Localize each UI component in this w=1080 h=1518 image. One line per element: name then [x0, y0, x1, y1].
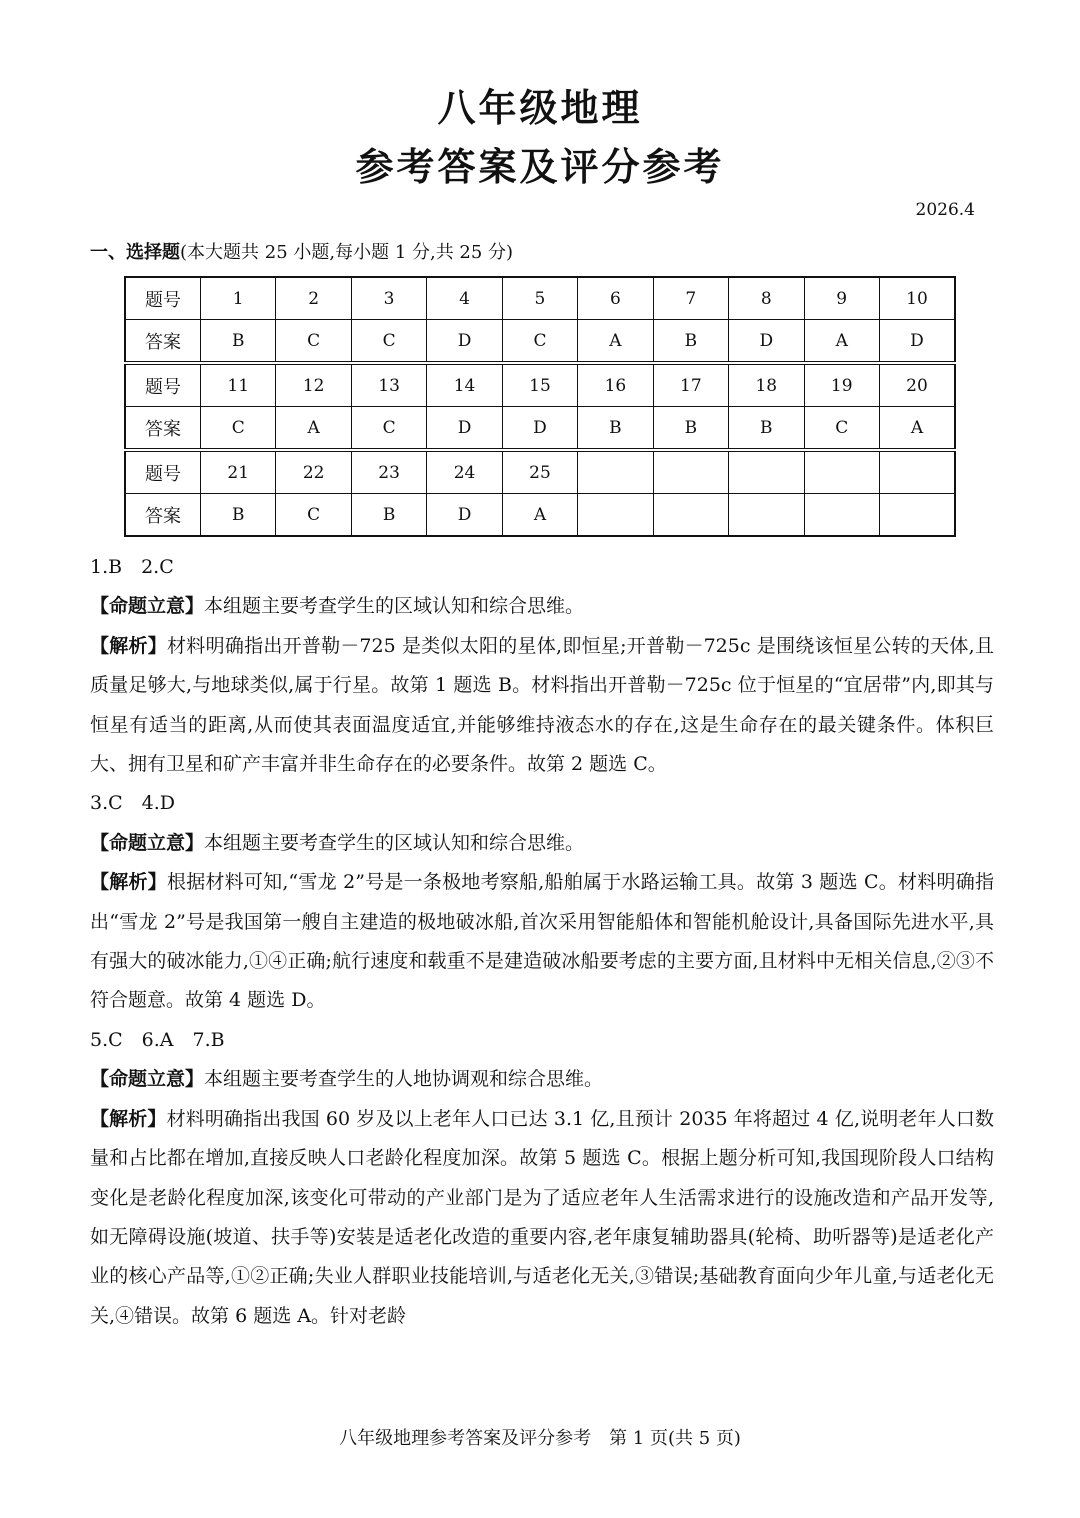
answer-cell: D: [729, 320, 804, 364]
answer-cell: B: [578, 407, 653, 451]
section-title: 一、选择题: [90, 242, 180, 263]
question-number-cell: 1: [201, 277, 276, 320]
question-number-cell: [729, 450, 804, 494]
question-number-cell: 13: [351, 363, 426, 407]
group1-analysis: [90, 627, 994, 785]
answer-cell: A: [879, 407, 955, 451]
answer-cell: A: [276, 407, 351, 451]
answer-cell: C: [804, 407, 879, 451]
question-number-cell: 5: [502, 277, 577, 320]
answer-cell: C: [502, 320, 577, 364]
question-number-cell: 21: [201, 450, 276, 494]
answer-cell: D: [427, 407, 502, 451]
group2-intent-text: 本组题主要考查学生的区域认知和综合思维。: [204, 831, 585, 854]
group2-analysis: [90, 863, 994, 1021]
question-row: [125, 363, 955, 407]
group1-intent: [90, 587, 994, 626]
question-number-cell: 12: [276, 363, 351, 407]
question-row: [125, 450, 955, 494]
question-number-cell: 8: [729, 277, 804, 320]
question-number-cell: 2: [276, 277, 351, 320]
question-number-cell: 14: [427, 363, 502, 407]
answer-cell: B: [351, 494, 426, 537]
question-number-cell: 4: [427, 277, 502, 320]
answer-cell: A: [502, 494, 577, 537]
answer-row: [125, 407, 955, 451]
group1-analysis-text: 材料明确指出开普勒－725 是类似太阳的星体,即恒星;开普勒－725c 是围绕该恒星公转的天体,且质量足够大,与地球类似,属于行星。故第 1 题选 B。材料指出开普勒－725c 位于恒星的“宜居带”内,即其与恒星有适当的距离,从而使其表面温度适宜,并能够维持液态水的存在,这是生命存在的最关键条件。体积巨大、拥有卫星和矿产丰富并非生命存在的必要条件。故第 2 题选 C。: [90, 634, 994, 776]
question-number-cell: 7: [653, 277, 728, 320]
question-number-cell: [879, 450, 955, 494]
question-row-label: 题号: [125, 277, 201, 320]
section-note: (本大题共 25 小题,每小题 1 分,共 25 分): [180, 242, 514, 263]
question-number-cell: 6: [578, 277, 653, 320]
page-footer: 八年级地理参考答案及评分参考 第 1 页(共 5 页): [339, 1428, 741, 1449]
page-subtitle: 参考答案及评分参考: [355, 145, 725, 189]
answer-cell: B: [729, 407, 804, 451]
question-number-cell: 22: [276, 450, 351, 494]
answer-row-label: 答案: [125, 407, 201, 451]
intent-tag: 【命题立意】: [90, 595, 205, 618]
analysis-tag: 【解析】: [90, 634, 168, 657]
question-number-cell: 23: [351, 450, 426, 494]
explanation-content: [90, 548, 994, 1336]
answer-row: [125, 320, 955, 364]
answer-cell: [729, 494, 804, 537]
answer-cell: B: [201, 494, 276, 537]
answer-cell: C: [276, 494, 351, 537]
group3-analysis: [90, 1100, 994, 1336]
answer-cell: B: [201, 320, 276, 364]
question-number-cell: 18: [729, 363, 804, 407]
question-number-cell: 3: [351, 277, 426, 320]
answer-cell: A: [804, 320, 879, 364]
question-number-cell: 19: [804, 363, 879, 407]
answer-cell: C: [351, 320, 426, 364]
answer-cell: D: [879, 320, 955, 364]
intent-tag: 【命题立意】: [90, 831, 205, 854]
question-number-cell: [578, 450, 653, 494]
question-number-cell: 9: [804, 277, 879, 320]
answer-table: [124, 276, 956, 537]
group3-intent-text: 本组题主要考查学生的人地协调观和综合思维。: [204, 1068, 604, 1091]
question-number-cell: 20: [879, 363, 955, 407]
question-number-cell: 16: [578, 363, 653, 407]
question-number-cell: 17: [653, 363, 728, 407]
intent-tag: 【命题立意】: [90, 1068, 205, 1091]
answer-cell: B: [653, 320, 728, 364]
analysis-tag: 【解析】: [90, 1107, 167, 1130]
section-heading: [90, 238, 513, 264]
answer-cell: A: [578, 320, 653, 364]
question-number-cell: 10: [879, 277, 955, 320]
question-row: [125, 277, 955, 320]
answer-row-label: 答案: [125, 320, 201, 364]
answer-cell: B: [653, 407, 728, 451]
answer-row-label: 答案: [125, 494, 201, 537]
analysis-tag: 【解析】: [90, 871, 167, 894]
group3-intent: [90, 1060, 994, 1099]
group3-analysis-text: 材料明确指出我国 60 岁及以上老年人口已达 3.1 亿,且预计 2035 年将超过 4 亿,说明老年人口数量和占比都在增加,直接反映人口老龄化程度加深。故第 5 题选 C。根据上题分析可知,我国现阶段人口结构变化是老龄化程度加深,该变化可带动的产业部门是为了适应老年人生活需求进行的设施改造和产品开发等,如无障碍设施(坡道、扶手等)安装是适老化改造的重要内容,老年康复辅助器具(轮椅、助听器等)是适老化产业的核心产品等,①②正确;失业人群职业技能培训,与适老化无关,③错误;基础教育面向少年儿童,与适老化无关,④错误。故第 6 题选 A。针对老龄: [90, 1107, 994, 1327]
answer-table-body: [125, 277, 955, 536]
question-row-label: 题号: [125, 363, 201, 407]
answer-row: [125, 494, 955, 537]
group1-intent-text: 本组题主要考查学生的区域认知和综合思维。: [204, 595, 585, 618]
group2-intent: [90, 824, 994, 863]
answer-cell: [653, 494, 728, 537]
group1-answers: 1.B 2.C: [90, 556, 174, 578]
question-row-label: 题号: [125, 450, 201, 494]
answer-cell: C: [276, 320, 351, 364]
answer-cell: D: [427, 320, 502, 364]
answer-cell: C: [201, 407, 276, 451]
page-title: 八年级地理: [437, 86, 643, 130]
question-number-cell: 24: [427, 450, 502, 494]
answer-cell: [879, 494, 955, 537]
exam-date: 2026.4: [915, 200, 975, 220]
answer-cell: C: [351, 407, 426, 451]
answer-cell: D: [502, 407, 577, 451]
group2-analysis-text: 根据材料可知,“雪龙 2”号是一条极地考察船,船舶属于水路运输工具。故第 3 题选 C。材料明确指出“雪龙 2”号是我国第一艘自主建造的极地破冰船,首次采用智能船体和智能机舱设计,具备国际先进水平,具有强大的破冰能力,①④正确;航行速度和载重不是建造破冰船要考虑的主要方面,且材料中无相关信息,②③不符合题意。故第 4 题选 D。: [90, 871, 994, 1012]
answer-cell: D: [427, 494, 502, 537]
answer-cell: [804, 494, 879, 537]
question-number-cell: [653, 450, 728, 494]
question-number-cell: [804, 450, 879, 494]
question-number-cell: 15: [502, 363, 577, 407]
group2-answers: 3.C 4.D: [90, 792, 176, 815]
question-number-cell: 11: [201, 363, 276, 407]
group3-answers: 5.C 6.A 7.B: [90, 1028, 225, 1051]
question-number-cell: 25: [502, 450, 577, 494]
answer-cell: [578, 494, 653, 537]
